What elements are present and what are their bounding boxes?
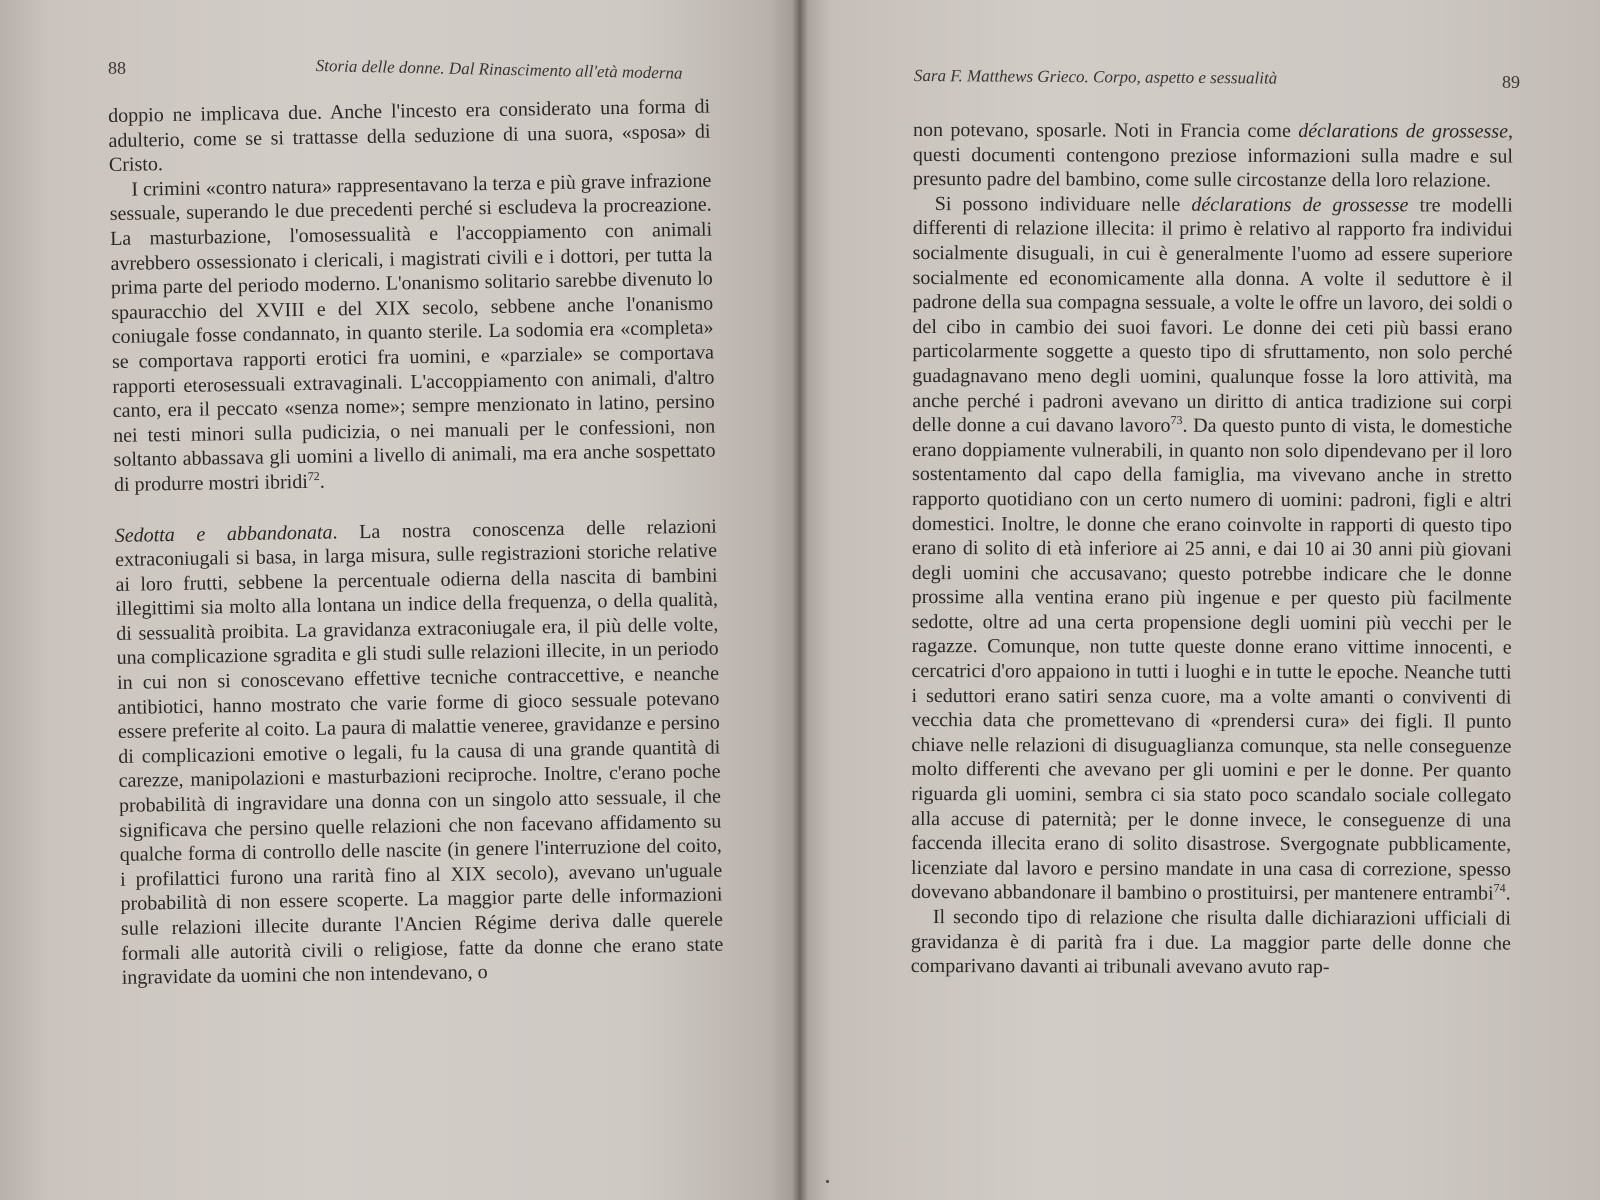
running-head: Storia delle donne. Dal Rinascimento all'età moderna [315, 56, 683, 83]
paragraph-text: Il secondo tipo di relazione che risulta dalle dichiarazioni ufficiali di gravidanza è di parità fra i due. La maggior parte delle donne che comparivano davanti ai tribunali avevano avuto rap- [910, 906, 1511, 979]
paragraph [115, 514, 724, 991]
paragraph [109, 168, 716, 497]
paragraph [913, 118, 1513, 193]
body-text [911, 118, 1513, 980]
italic-term: déclarations de grossesse [1191, 193, 1409, 217]
right-page [800, 0, 1600, 1200]
section-title: Sedotta e abbandonata [114, 521, 333, 547]
paragraph-text: non potevano, sposarle. Noti in Francia come [912, 119, 1299, 143]
paper-speck [826, 1180, 829, 1183]
paragraph [108, 95, 711, 178]
paragraph-text: . Da questo punto di vista, le domestiche erano doppiamente vulnerabili, in quanto non solo dipendevano per il loro sostentamento dal capo della famiglia, ma vivevano anche in stretto rapporto quotidiano con un certo numero di uomini: padroni, figli e altri domestici. Inoltre, le donne che erano coinvolte in rapporti di questo tipo erano di solito di età inferiore ai 25 anni, e dai 10 ai 30 anni più giovani degli uomini che accusavano; questo potrebbe indicare che le donne prossime alla ventina erano più ingenue e per questo più facilmente sedotte, oltre ad una certa propensione degli uomini più vecchi per le ragazze. Comunque, non tutte queste donne erano vittime innocenti, e cercatrici d'oro appaiono in tutti i luoghi e in tutte le epoche. Neanche tutti i seduttori erano satiri senza cuore, ma a volte amanti o conviventi di vecchia data che promettevano di «prendersi cura» dei figli. Il punto chiave nelle relazioni di disuguaglianza comunque, sta nelle conseguenze molto differenti che avevano per gli uomini e per le donne. Per quanto riguarda gli uomini, sembra ci sia stato poco scandalo sociale collegato alla accuse di paternità; per le donne invece, le conseguenze di una faccenda illecita erano di solito disastrose. Svergognate pubblicamente, licenziate dal lavoro e persino mandate in una casa di correzione, spesso dovevano abbandonare il bambino o prostituirsi, per mantenere entrambi [910, 414, 1513, 905]
paragraph-text: tre modelli differenti di relazione illecita: il primo è relativo al rapporto fra individui socialmente disuguali, in cui è generalmente l'uomo ad essere superiore socialmente ed economicamente alla donna. A volte il seduttore è il padrone della sua compagna sessuale, a volte le offre un lavoro, dei soldi o del cibo in cambio dei suoi favori. Le donne dei ceti più bassi erano particolarmente soggette a questo tipo di sfruttamento, non solo perché guadagnavano meno degli uomini, qualunque fosse la loro attività, ma anche perché i padroni avevano un diritto di antica tradizione sui corpi delle donne a cui davano lavoro [912, 194, 1513, 437]
running-head: Sara F. Matthews Grieco. Corpo, aspetto e sessualità [913, 66, 1278, 88]
paragraph-text: Si possono individuare nelle [934, 192, 1192, 216]
page-number: 89 [1502, 72, 1520, 92]
italic-term: déclarations de grossesse [1298, 120, 1509, 143]
paragraph-text: I crimini «contro natura» rappresentavano la terza e più grave infrazione sessuale, superando le due precedenti perché si escludeva la procreazione. La masturbazione, l'omosessualità e l'accoppiamento con animali avrebbero ossessionato i clericali, i magistrati civili e i dottori, per tutta la prima parte del periodo moderno. L'onanismo solitario sarebbe divenuto lo spauracchio del XVIII e del XIX secolo, sebbene anche l'onanismo coniugale fosse condannato, in quanto sterile. La sodomia era «completa» se comportava rapporti erotici fra uomini, e «parziale» se comportava rapporti eterosessuali extravaginali. L'accoppiamento con animali, d'altro canto, era il peccato «senza nome»; sempre menzionato in latino, persino nei testi minori sulla pudicizia, o nei manuali per le confessioni, non soltanto abbassava gli uomini a livello di animali, ma era anche sospettato di produrre mostri ibridi [109, 169, 716, 496]
paragraph [911, 905, 1511, 980]
book-gutter [792, 0, 808, 1200]
footnote-ref: 74 [1493, 881, 1506, 896]
paragraph-text: doppio ne implicava due. Anche l'incesto era considerato una forma di adulterio, come se si trattasse della seduzione di una suora, «sposa» di Cristo. [108, 95, 711, 177]
body-text [108, 95, 724, 991]
paragraph-text: , questi documenti contengono preziose informazioni sulla madre e sul presunto padre del bambino, come sulle circostanze della loro relazione. [912, 120, 1514, 192]
paragraph-text: . [319, 470, 325, 493]
paragraph-text: . [1505, 882, 1511, 905]
paragraph-text: . La nostra conoscenza delle relazioni extraconiugali si basa, in larga misura, sulle registrazioni storiche relative ai loro frutti, sebbene la percentuale odierna della nascita di bambini illegittimi sia molto alla lontana un indice della frequenza, o della qualità, di sessualità proibita. La gravidanza extraconiugale era, il più delle volte, una complicazione sgradita e gli studi sulle relazioni illecite, in un periodo in cui non si conoscevano effettive tecniche contraccettive, e neanche antibiotici, hanno mostrato che varie forme di gioco sessuale potevano essere preferite al coito. La paura di malattie veneree, gravidanze e persino di complicazioni emotive o legali, fu la causa di una grande quantità di carezze, manipolazioni e masturbazioni reciproche. Inoltre, c'erano poche probabilità di ingravidare una donna con un singolo atto sessuale, il che significava che persino quelle relazioni che non facevano affidamento su qualche forma di controllo delle nascite (in genere l'interruzione del coito, i profilattici furono una rarità fino al XIX secolo), avevano un'uguale probabilità di non essere scoperte. La maggior parte delle informazioni sulle relazioni illecite durante l'Ancien Régime deriva dalle querele formali alle autorità civili o religiose, fatte da donne che erano state ingravidate da uomini che non intendevano, o [114, 514, 724, 990]
footnote-ref: 73 [1170, 413, 1183, 428]
page-number: 88 [108, 58, 126, 78]
paragraph [911, 192, 1513, 907]
footnote-ref: 72 [307, 468, 320, 484]
